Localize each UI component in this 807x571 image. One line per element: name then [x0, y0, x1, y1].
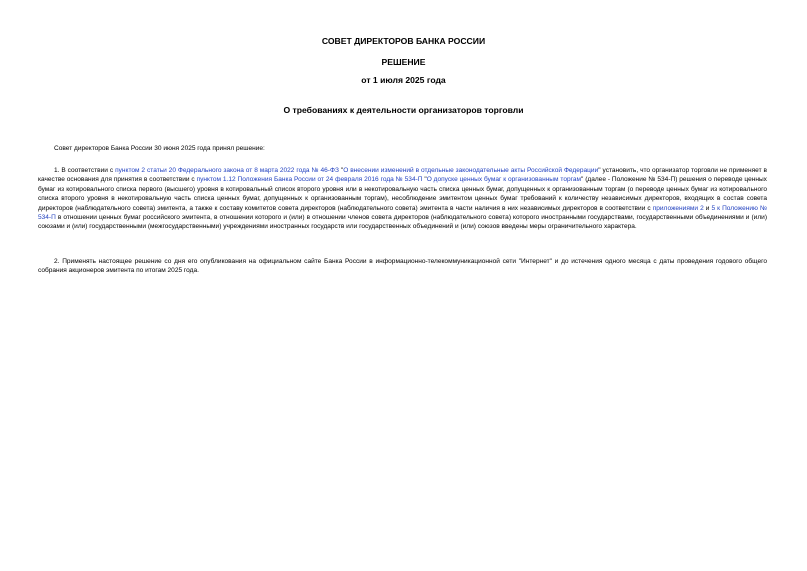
- p1-text-5: " (далее - Положение № 534-П) решения о переводе ценных бумаг из котировального списка первого (высшего) уровня в котировальный список второго уровня или в некотировальную часть списка ценных бумаг, допущенных к организованным торгам (о переводе ценных бумаг из котировального списка второго уровня в некотировальную часть списка ценных бумаг, допущенных к организованным торгам), несоблюдение эмитентом ценных бумаг требований к количеству независимых директоров, входящих в состав совета директоров (наблюдательного совета) эмитента, а также к составу комитетов совета директоров (наблюдательного совета) эмитента в части наличия в них независимых директоров в соответствии с: [38, 176, 767, 212]
- law-title-link[interactable]: О внесении изменений в отдельные законодательные акты Российской Федерации: [343, 167, 599, 174]
- paragraph-1: [38, 166, 767, 232]
- appendix-5-link[interactable]: 5 к Положению № 534-П: [38, 204, 768, 222]
- regulation-534p-clause-link[interactable]: пунктом 1.12 Положения Банка России от 24 февраля 2016 года № 534-П: [196, 176, 423, 184]
- paragraph-2: [38, 257, 767, 276]
- p1-text-7: в отношении ценных бумаг российского эмитента, в отношении которого и (или) в отношении членов совета директоров (наблюдательного совета) которого иностранными государствами, государственными объединениями и (или) союзами и (или) государственными (межгосударственными) учреждениями иностранных государств или государственных объединений и (или) союзов введены меры ограничительного характера.: [38, 214, 767, 231]
- document-type-heading: РЕШЕНИЕ: [381, 57, 426, 67]
- regulation-title-link[interactable]: О допуске ценных бумаг к организованным торгам: [426, 176, 581, 184]
- intro-text: Совет директоров Банка России 30 июня 2025 года принял решение:: [54, 145, 265, 152]
- p1-text-1: 1. В соответствии с: [54, 167, 116, 174]
- p1-text-2: ": [338, 167, 344, 174]
- p1-text-4: ": [422, 176, 427, 184]
- p2-text: 2. Применять настоящее решение со дня его опубликования на официальном сайте Банка России в информационно-телекоммуникационной сети "Интернет" и до истечения одного месяца с даты проведения годового общего собрания акционеров эмитента по итогам 2025 года.: [38, 258, 767, 275]
- intro-paragraph: [38, 144, 767, 153]
- issuer-heading: СОВЕТ ДИРЕКТОРОВ БАНКА РОССИИ: [321, 36, 486, 46]
- document-subject: О требованиях к деятельности организаторов торговли: [283, 105, 524, 115]
- federal-law-link[interactable]: пунктом 2 статьи 20 Федерального закона от 8 марта 2022 года № 46-ФЗ: [115, 167, 339, 174]
- p1-text-3: " установить, что организатор торговли не применяет в качестве основания для принятия в соответствии с: [38, 167, 767, 184]
- p1-text-6: и: [703, 204, 712, 212]
- document-date: от 1 июля 2025 года: [361, 75, 446, 85]
- appendix-2-link[interactable]: приложениями 2: [652, 204, 704, 212]
